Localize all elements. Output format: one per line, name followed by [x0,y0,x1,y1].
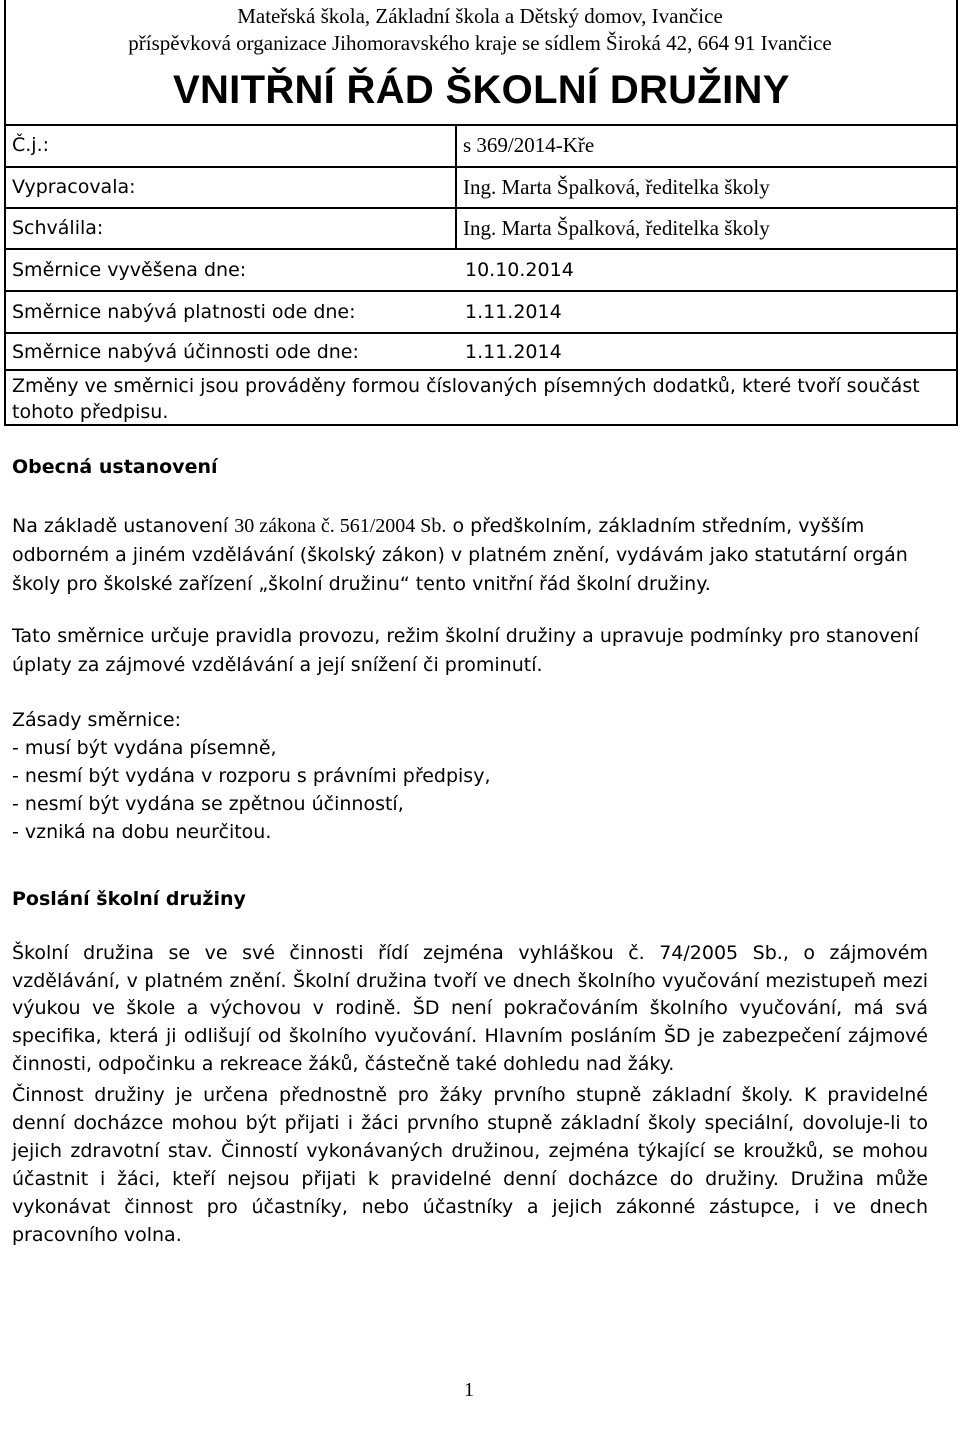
page-number: 1 [464,1379,474,1401]
legal-basis-intro: Na základě ustanovení [12,515,235,537]
posted-date-value: 10.10.2014 [465,259,574,281]
legal-basis-law: 30 zákona č. 561/2004 Sb. [234,515,447,537]
cj-label: Č.j.: [12,134,50,156]
organization-address: příspěvková organizace Jihomoravského kraje se sídlem Široká 42, 664 91 Ivančice [128,31,832,55]
principles-title: Zásady směrnice: [12,709,181,731]
prepared-by-value: Ing. Marta Špalková, ředitelka školy [463,175,770,199]
table-divider [455,124,457,248]
table-rule [4,369,958,371]
validity-date-label: Směrnice nabývá platnosti ode dne: [12,301,356,323]
changes-note: Změny ve směrnici jsou prováděny formou číslovaných písemných dodatků, které tvoří součást tohoto předpisu. [12,375,920,423]
attendance-paragraph: Činnost družiny je určena přednostně pro žáky prvního stupně základní školy. K pravidelné denní docházce mohou být přijati i žáci prvního stupně základní školy speciální, dovoluje-li to jejich zdravotní stav. Činností vykonávaných družinou, zejména týkající se kroužků, se mohou účastnit i žáci, kteří nejsou přijati k pravidelné denní docházce do družiny. Družina může vykonávat činnost pro účastníky, nebo účastníky a jejich zákonné zástupce, i ve dnech pracovního volna. [12,1084,928,1246]
legal-basis-text: o předškolním, základním středním, vyšším odborném a jiném vzdělávání (školský zákon) v platném znění, vydávám jako statutární orgán školy pro školské zařízení „školní družinu“ tento vnitřní řád školní družiny. [12,515,908,595]
table-rule [4,166,958,168]
principles-block [12,706,932,846]
legal-basis-paragraph [12,512,942,599]
table-rule [4,332,958,334]
table-rule [4,248,958,250]
cj-value: s 369/2014-Kře [463,133,595,157]
approved-by-label: Schválila: [12,217,104,239]
section-heading-general: Obecná ustanovení [12,456,218,478]
principle-item: - nesmí být vydána se zpětnou účinností, [12,793,404,815]
document-title: VNITŘNÍ ŘÁD ŠKOLNÍ DRUŽINY [173,68,790,112]
principle-item: - vzniká na dobu neurčitou. [12,821,272,843]
validity-date-value: 1.11.2014 [465,301,562,323]
principle-item: - musí být vydána písemně, [12,737,277,759]
section-heading-mission: Poslání školní družiny [12,888,246,910]
organization-name: Mateřská škola, Základní škola a Dětský domov, Ivančice [237,4,723,28]
effective-date-label: Směrnice nabývá účinnosti ode dne: [12,341,359,363]
effective-date-value: 1.11.2014 [465,341,562,363]
approved-by-value: Ing. Marta Špalková, ředitelka školy [463,216,770,240]
principle-item: - nesmí být vydána v rozporu s právními předpisy, [12,765,491,787]
table-rule [4,207,958,209]
table-rule [4,290,958,292]
posted-date-label: Směrnice vyvěšena dne: [12,259,247,281]
mission-paragraph: Školní družina se ve své činnosti řídí zejména vyhláškou č. 74/2005 Sb., o zájmovém vzdělávání, v platném znění. Školní družina tvoří ve dnech školního vyučování mezistupeň mezi výukou ve škole a výchovou v rodině. ŠD není pokračováním školního vyučování, má svá specifika, která ji odlišují od školního vyučování. Hlavním posláním ŠD je zabezpečení zájmové činnosti, odpočinku a rekreace žáků, částečně také dohledu nad žáky. [12,942,928,1075]
prepared-by-label: Vypracovala: [12,176,136,198]
table-rule [4,124,958,126]
directive-scope-paragraph: Tato směrnice určuje pravidla provozu, režim školní družiny a upravuje podmínky pro stanovení úplaty za zájmové vzdělávání a její snížení či prominutí. [12,625,919,676]
